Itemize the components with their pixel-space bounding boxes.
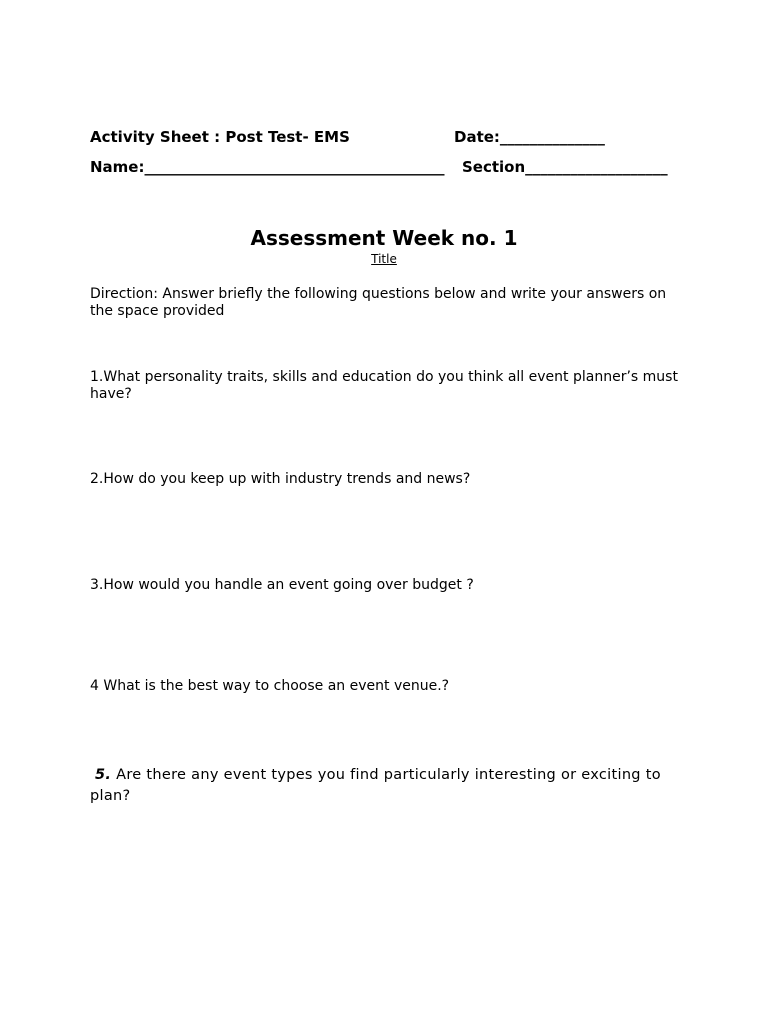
page-subtitle: Title (371, 252, 397, 266)
question-3: 3.How would you handle an event going over budget ? (90, 577, 474, 593)
name-field-label: Name:________________________________________ (90, 158, 445, 176)
section-field-label: Section___________________ (462, 158, 668, 176)
activity-sheet-heading: Activity Sheet : Post Test- EMS (90, 128, 350, 146)
direction-text: Direction: Answer briefly the following questions below and write your answers on the space provided (90, 286, 667, 319)
question-5-text: Are there any event types you find particularly interesting or exciting to plan? (90, 767, 661, 804)
page-title: Assessment Week no. 1 (250, 226, 518, 250)
question-1: 1.What personality traits, skills and education do you think all event planner’s must have? (90, 369, 678, 402)
question-5-number: 5. (95, 767, 112, 783)
question-5 (90, 765, 680, 807)
question-2: 2.How do you keep up with industry trends and news? (90, 471, 471, 487)
date-field-label: Date:______________ (454, 128, 605, 146)
question-4: 4 What is the best way to choose an event venue.? (90, 678, 450, 694)
